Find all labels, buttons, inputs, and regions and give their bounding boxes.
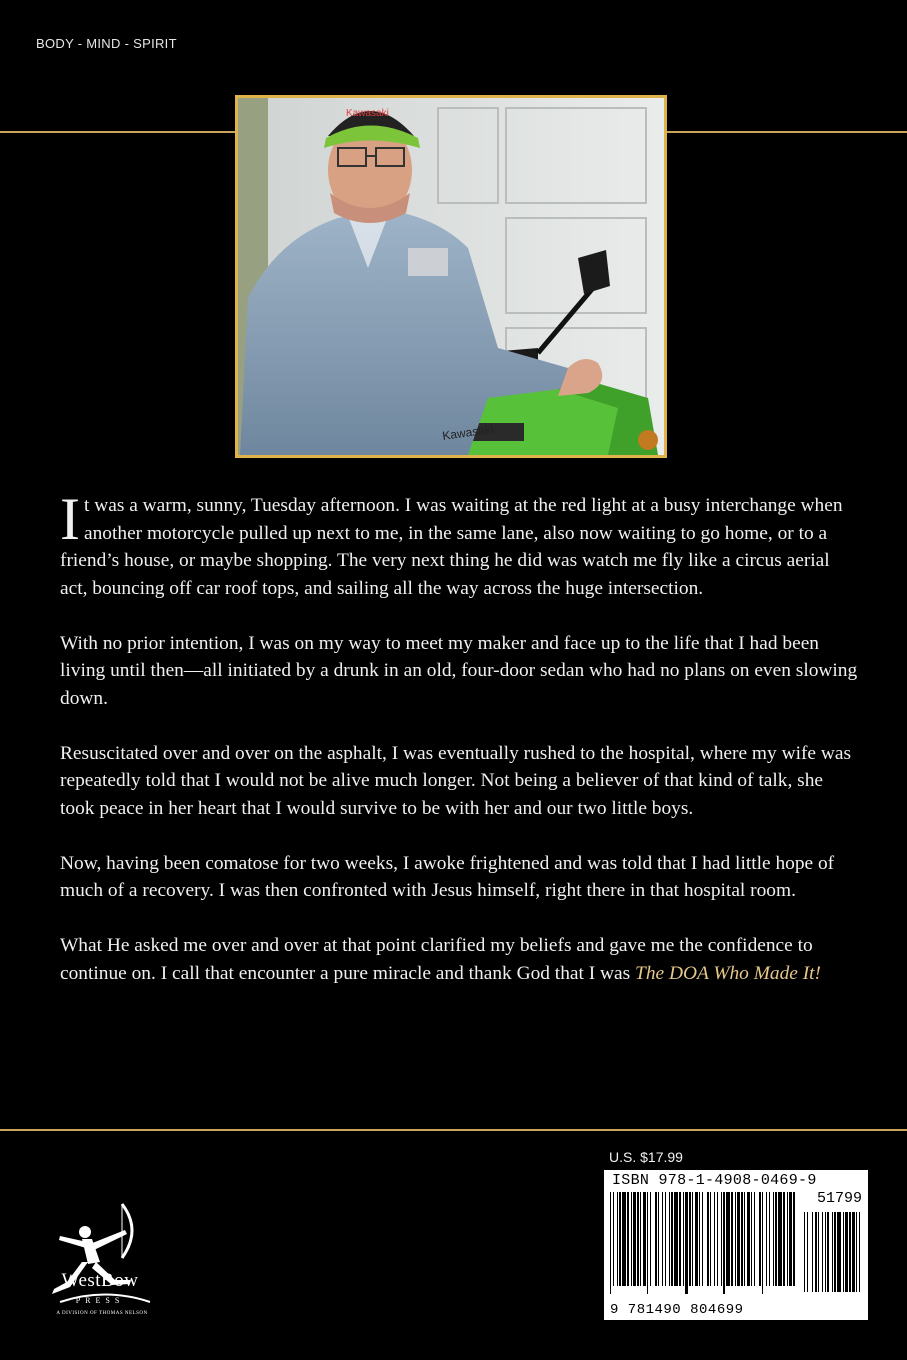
barcode-bar	[655, 1192, 657, 1286]
isbn-number: ISBN 978-1-4908-0469-9	[612, 1172, 817, 1189]
barcode-bar	[610, 1192, 611, 1294]
barcode-bar	[665, 1192, 666, 1286]
price-barcode-bar	[849, 1212, 851, 1292]
price-barcode-bar	[818, 1212, 819, 1292]
price-barcode-bar	[812, 1212, 813, 1292]
barcode-bar	[692, 1192, 693, 1286]
category-label: BODY - MIND - SPIRIT	[36, 36, 177, 51]
barcode-bar	[671, 1192, 673, 1286]
barcode-bar	[679, 1192, 681, 1286]
price-barcode-bar	[837, 1212, 841, 1292]
price-barcode-bar	[845, 1212, 848, 1292]
blurb-paragraph-5	[60, 932, 860, 987]
barcode-bar	[789, 1192, 792, 1286]
book-title: The DOA Who Made It!	[635, 962, 822, 984]
author-photo-illustration	[238, 98, 664, 455]
barcode-bar	[751, 1192, 752, 1286]
barcode-bar	[737, 1192, 740, 1286]
barcode-bar	[695, 1192, 698, 1286]
barcode-bar	[662, 1192, 663, 1286]
author-photo	[235, 95, 667, 458]
barcode-bar	[658, 1192, 659, 1286]
barcode-bar	[741, 1192, 743, 1286]
barcode-bar	[710, 1192, 711, 1286]
barcode-bar	[775, 1192, 777, 1286]
barcode-bar	[731, 1192, 733, 1286]
price-barcode-bar	[827, 1212, 829, 1292]
price-label: U.S. $17.99	[609, 1149, 683, 1165]
cap-logo-text: Kawasaki	[346, 108, 389, 119]
barcode-bar	[640, 1192, 641, 1286]
barcode-bar	[714, 1192, 715, 1286]
bottom-divider	[0, 1129, 907, 1131]
barcode-bar	[744, 1192, 745, 1286]
barcode-bar	[643, 1192, 646, 1286]
barcode-bar	[631, 1192, 632, 1286]
barcode-bar	[613, 1192, 614, 1286]
ean-digits: 9 781490 804699	[610, 1302, 744, 1318]
blurb-paragraph-3: Resuscitated over and over on the asphalt, I was eventually rushed to the hospital, where my wife was repeatedly told that I would not be alive much longer. Not being a believer of that kind of talk, she took peace in her heart that I would survive to be with her and our two little boys.	[60, 742, 852, 819]
publisher-press: PRESS	[75, 1296, 125, 1305]
barcode-bar	[699, 1192, 700, 1286]
barcode-bar	[647, 1192, 648, 1294]
barcode-bar	[637, 1192, 639, 1286]
blurb-text-5: What He asked me over and over at that point clarified my beliefs and gave me the confidence to continue on. I call that encounter a pure miracle and thank God that I was	[60, 935, 813, 984]
price-code: 51799	[816, 1190, 862, 1207]
barcode-bar	[773, 1192, 774, 1286]
barcode-bar	[747, 1192, 750, 1286]
dropcap: I	[60, 486, 80, 552]
barcode-bar	[617, 1192, 618, 1286]
barcode-bar	[707, 1192, 709, 1286]
barcode-bar	[683, 1192, 684, 1286]
barcode-bar	[702, 1192, 703, 1286]
price-barcode-bar	[825, 1212, 826, 1292]
back-cover-blurb	[60, 486, 860, 1015]
barcode-bar	[762, 1192, 763, 1294]
price-barcode-bar	[852, 1212, 855, 1292]
blurb-text-1: t was a warm, sunny, Tuesday afternoon. I was waiting at the red light at a busy interchange when another motorcycle pulled up next to me, in the same lane, also now waiting to go home, or to a friend’s house, or maybe shopping. The very next thing he did was watch me fly like a circus aerial act, bouncing off car roof tops, and sailing all the way across the huge intersection.	[60, 495, 843, 599]
price-barcode-bar	[843, 1212, 844, 1292]
barcode-bars	[608, 1192, 864, 1300]
barcode-bar	[759, 1192, 761, 1286]
barcode-bar	[622, 1192, 626, 1286]
bike-logo-text: Kawasaki	[441, 421, 495, 443]
barcode-bar	[766, 1192, 767, 1286]
barcode-bar	[735, 1192, 736, 1286]
price-barcode-bar	[822, 1212, 823, 1292]
barcode-bar	[627, 1192, 629, 1286]
price-barcode-bar	[832, 1212, 833, 1292]
barcode-bar	[633, 1192, 636, 1286]
price-barcode-bar	[859, 1212, 860, 1292]
barcode-bar	[723, 1192, 725, 1294]
barcode-bar	[754, 1192, 755, 1286]
barcode-bar	[685, 1192, 688, 1294]
barcode-bar	[787, 1192, 788, 1286]
barcode-bar	[778, 1192, 782, 1286]
blurb-paragraph-1	[60, 486, 860, 602]
price-barcode-bar	[807, 1212, 808, 1292]
barcode-bar	[726, 1192, 730, 1286]
price-barcode-bar	[815, 1212, 817, 1292]
barcode-bar	[793, 1192, 795, 1286]
publisher-name: WestBow	[61, 1270, 139, 1291]
barcode-bar	[769, 1192, 770, 1286]
price-barcode-bar	[804, 1212, 805, 1292]
barcode-bar	[783, 1192, 785, 1286]
barcode-bar	[674, 1192, 678, 1286]
barcode-bar	[689, 1192, 691, 1286]
price-barcode-bar	[856, 1212, 857, 1292]
blurb-paragraph-4: Now, having been comatose for two weeks, I awoke frightened and was told that I had little hope of much of a recovery. I was then confronted with Jesus himself, right there in that hospital room.	[60, 852, 835, 901]
blurb-paragraph-2: With no prior intention, I was on my way to meet my maker and face up to the life that I had been living until then—all initiated by a drunk in an old, four-door sedan who had no plans on even slowing down.	[60, 632, 858, 709]
barcode-bar	[619, 1192, 621, 1286]
barcode-bar	[717, 1192, 718, 1286]
price-barcode-bar	[834, 1212, 836, 1292]
barcode-bar	[669, 1192, 670, 1286]
isbn-barcode	[604, 1170, 868, 1320]
barcode-bar	[721, 1192, 722, 1286]
publisher-division: A DIVISION OF THOMAS NELSON	[56, 1311, 148, 1316]
barcode-bar	[650, 1192, 651, 1286]
